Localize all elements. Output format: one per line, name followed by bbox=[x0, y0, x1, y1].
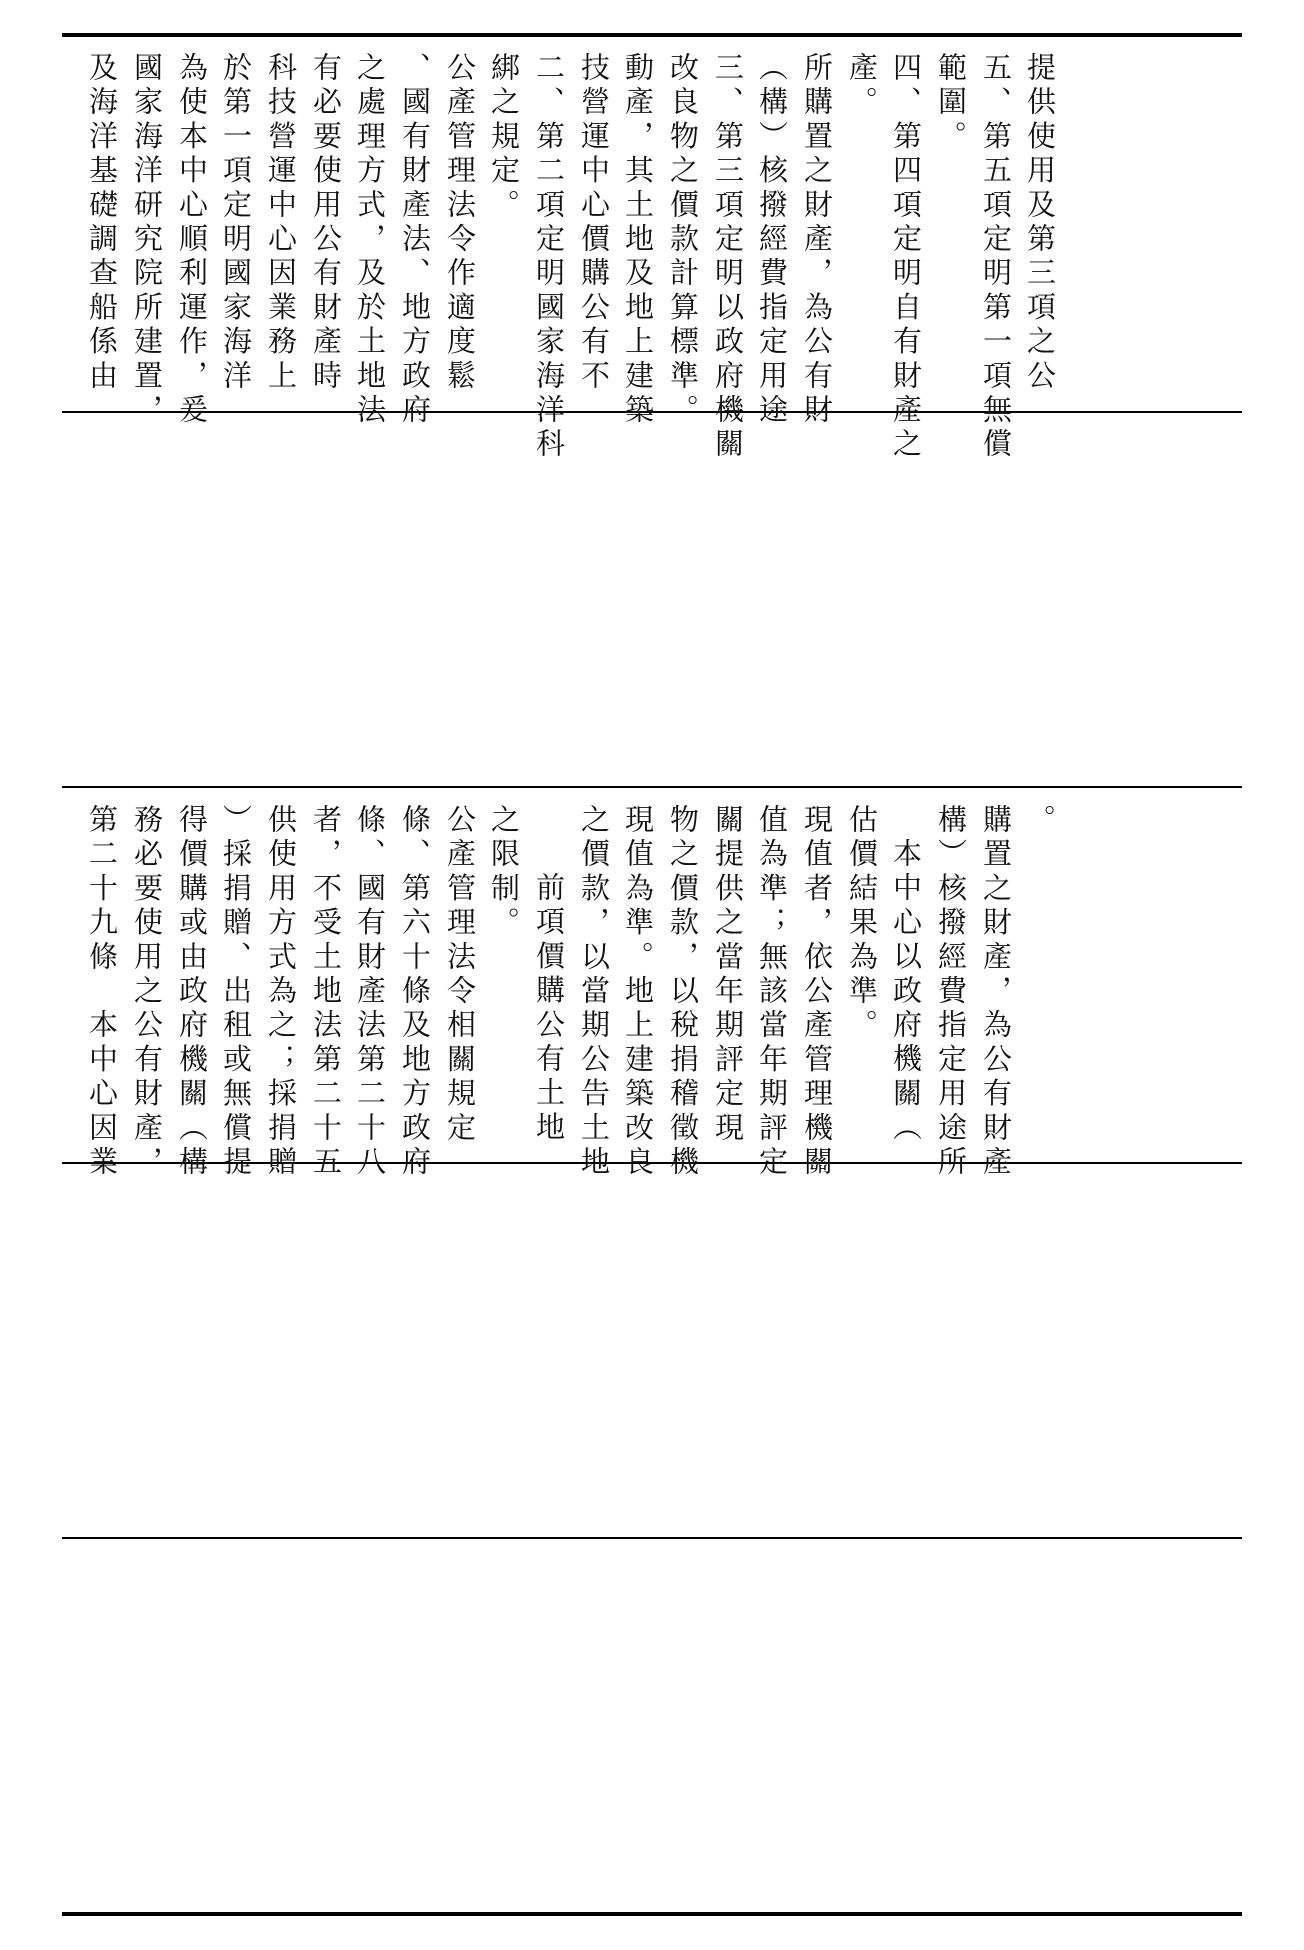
text-line: 構）核撥經費指定用途所 bbox=[934, 804, 968, 1181]
text-line: 值為準；無該當年期評定 bbox=[755, 804, 789, 1181]
text-line: 估價結果為準。 bbox=[845, 804, 879, 1044]
text-line: 及海洋基礎調查船係由 bbox=[85, 52, 119, 394]
table-row-rule-4 bbox=[62, 1537, 1242, 1539]
text-line: 改良物之價款計算標準。 bbox=[666, 52, 700, 429]
text-line: 物之價款，以稅捐稽徵機 bbox=[666, 804, 700, 1181]
text-line: 、國有財產法、地方政府 bbox=[398, 52, 432, 429]
text-line: 前項價購公有土地 bbox=[532, 872, 566, 1146]
text-line: 有必要使用公有財產時 bbox=[309, 52, 343, 394]
table-top-rule bbox=[62, 33, 1242, 37]
table-row-rule-2 bbox=[62, 786, 1242, 788]
text-line: 動產，其土地及地上建築 bbox=[621, 52, 655, 429]
text-line: 購置之財產，為公有財產 bbox=[979, 804, 1013, 1181]
text-line: 供使用方式為之；採捐贈 bbox=[264, 804, 298, 1181]
text-line: 之價款，以當期公告土地 bbox=[577, 804, 611, 1181]
text-line: 二、第二項定明國家海洋科 bbox=[532, 52, 566, 463]
article-column bbox=[0, 804, 1304, 1181]
table-bottom-rule bbox=[62, 1912, 1242, 1916]
text-line: 國家海洋研究院所建置， bbox=[130, 52, 164, 429]
text-line: 本中心以政府機關（ bbox=[889, 838, 923, 1146]
text-line: 所購置之財產，為公有財 bbox=[800, 52, 834, 429]
text-line: ）採捐贈、出租或無償提 bbox=[219, 804, 253, 1181]
text-line: 得價購或由政府機關（構 bbox=[175, 804, 209, 1181]
text-line: 綁之規定。 bbox=[487, 52, 521, 223]
text-line: 條、第六十條及地方政府 bbox=[398, 804, 432, 1181]
text-line: 務必要使用之公有財產， bbox=[130, 804, 164, 1181]
text-line: 提供使用及第三項之公 bbox=[1023, 52, 1057, 394]
text-line: （構）核撥經費指定用途 bbox=[755, 52, 789, 429]
text-line: 者，不受土地法第二十五 bbox=[309, 804, 343, 1181]
text-line: 條、國有財產法第二十八 bbox=[353, 804, 387, 1181]
text-line: 關提供之當年期評定現 bbox=[711, 804, 745, 1146]
text-line: 為使本中心順利運作，爰 bbox=[175, 52, 209, 429]
text-line: 三、第三項定明以政府機關 bbox=[711, 52, 745, 463]
text-line: 四、第四項定明自有財產之 bbox=[889, 52, 923, 463]
text-line: 之處理方式，及於土地法 bbox=[353, 52, 387, 429]
text-line: 現值者，依公產管理機關 bbox=[800, 804, 834, 1181]
text-line: 公產管理法令相關規定 bbox=[443, 804, 477, 1146]
text-line: 技營運中心價購公有不 bbox=[577, 52, 611, 394]
text-line: 第二十九條 本中心因業 bbox=[85, 804, 119, 1181]
explanation-column bbox=[0, 52, 1304, 463]
text-line: 公產管理法令作適度鬆 bbox=[443, 52, 477, 394]
text-line: 現值為準。地上建築改良 bbox=[621, 804, 655, 1181]
text-line: 範圍。 bbox=[934, 52, 968, 155]
text-line: 產。 bbox=[845, 52, 879, 121]
text-line: 之限制。 bbox=[487, 804, 521, 941]
text-line: 。 bbox=[1023, 804, 1057, 839]
text-line: 於第一項定明國家海洋 bbox=[219, 52, 253, 394]
text-line: 五、第五項定明第一項無償 bbox=[979, 52, 1013, 463]
text-line: 科技營運中心因業務上 bbox=[264, 52, 298, 394]
